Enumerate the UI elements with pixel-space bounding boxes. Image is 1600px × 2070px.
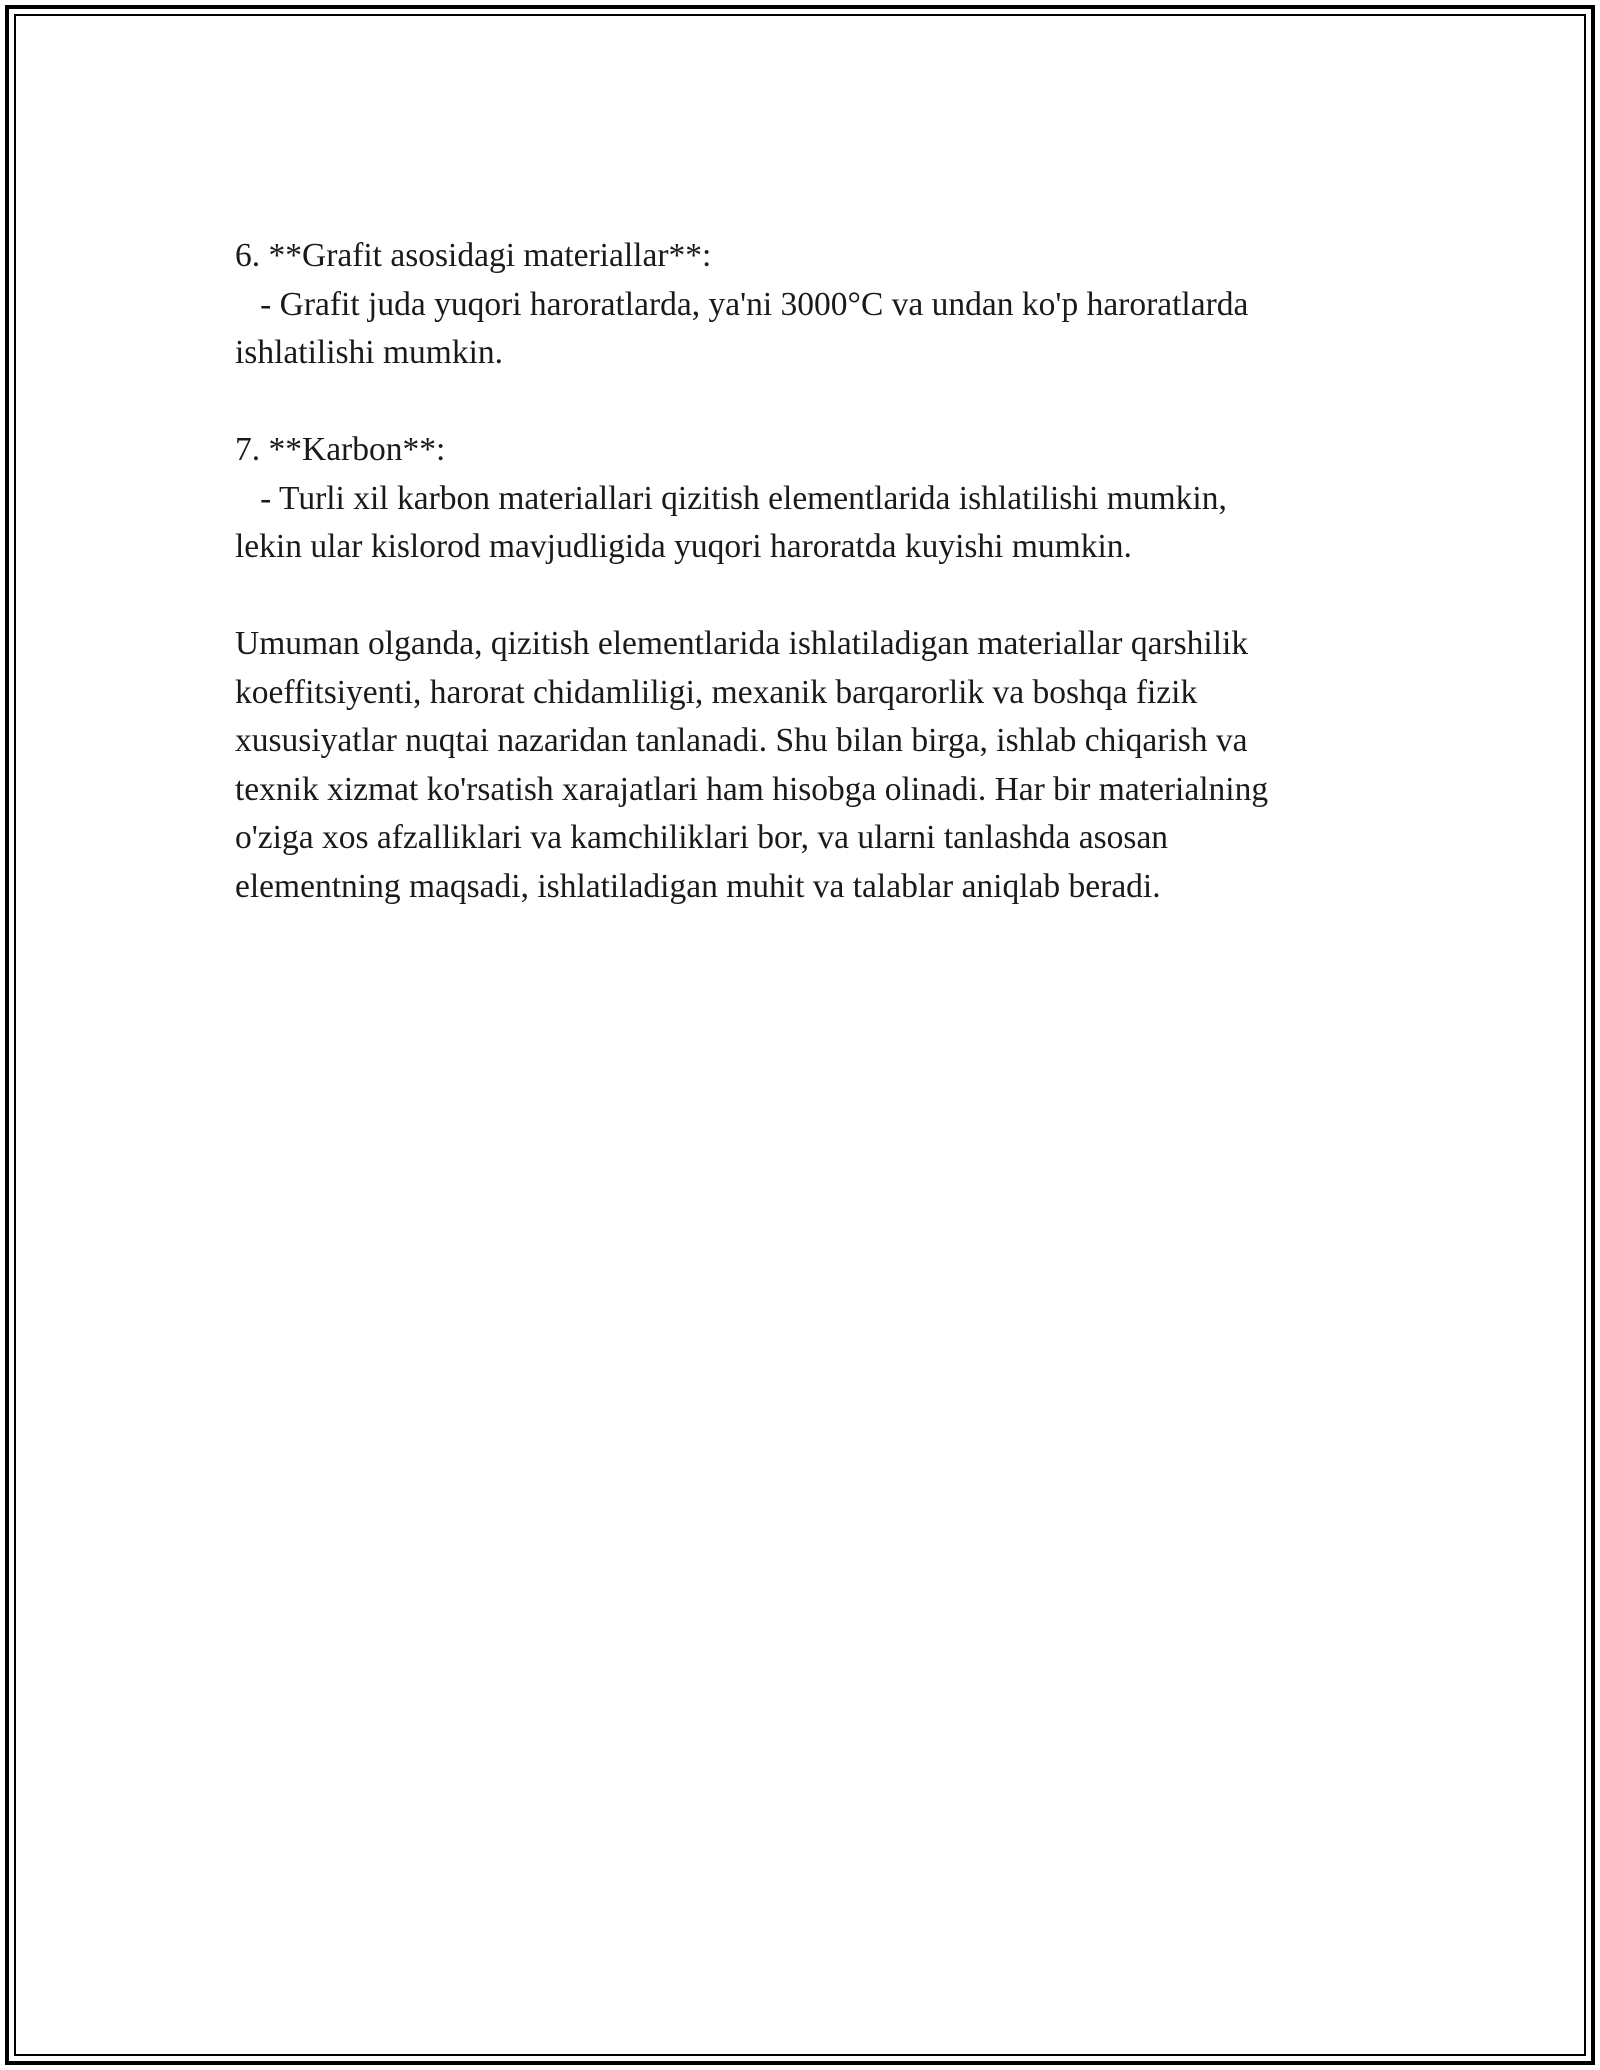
section-karbon	[235, 426, 1375, 572]
section-grafit	[235, 232, 1375, 378]
paragraph-line: texnik xizmat ko'rsatish xarajatlari ham hisobga olinadi. Har bir materialning	[235, 770, 1269, 808]
paragraph-line: koeffitsiyenti, harorat chidamliligi, mexanik barqarorlik va boshqa fizik	[235, 673, 1198, 711]
paragraph-line: o'ziga xos afzalliklari va kamchiliklari bor, va ularni tanlashda asosan	[235, 819, 1169, 856]
summary-paragraph	[235, 620, 1375, 911]
section-text-line: lekin ular kislorod mavjudligida yuqori haroratda kuyishi mumkin.	[235, 528, 1132, 565]
section-heading: 6. **Grafit asosidagi materiallar**:	[235, 237, 712, 274]
paragraph-gap	[235, 378, 1375, 427]
paragraph-line: xususiyatlar nuqtai nazaridan tanlanadi. Shu bilan birga, ishlab chiqarish va	[235, 722, 1248, 759]
section-heading: 7. **Karbon**:	[235, 431, 446, 468]
paragraph-gap	[235, 572, 1375, 621]
document-body	[235, 232, 1375, 911]
paragraph-line: elementning maqsadi, ishlatiladigan muhit va talablar aniqlab beradi.	[235, 867, 1161, 905]
paragraph-line: Umuman olganda, qizitish elementlarida ishlatiladigan materiallar qarshilik	[235, 625, 1249, 662]
section-text-line: - Grafit juda yuqori haroratlarda, ya'ni 3000°C va undan ko'p haroratlarda	[235, 285, 1249, 323]
section-text-line: ishlatilishi mumkin.	[235, 334, 504, 371]
section-text-line: - Turli xil karbon materiallari qizitish elementlarida ishlatilishi mumkin,	[235, 479, 1227, 517]
